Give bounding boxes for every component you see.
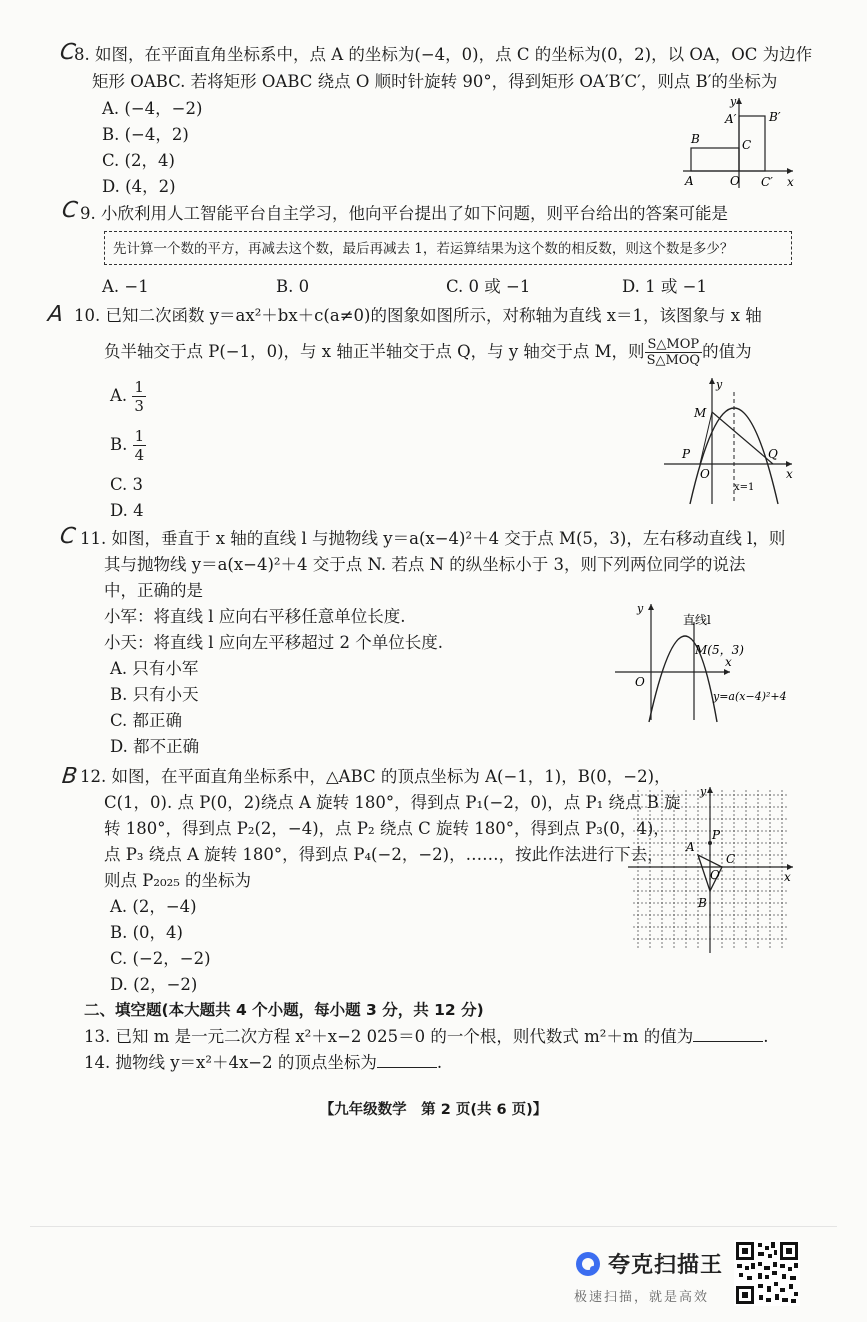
q10-option-b-letter: B. — [110, 435, 128, 454]
q11-statement-xiaotian: 小天：将直线 l 应向左平移超过 2 个单位长度. — [104, 633, 443, 652]
q10-fig-Q-label: Q — [768, 447, 778, 461]
q10-fig-x-label: x — [786, 467, 793, 481]
q10-option-a — [110, 378, 146, 415]
q13-period: . — [763, 1027, 769, 1046]
q14-answer-blank — [377, 1053, 437, 1068]
q10-area-ratio — [645, 337, 703, 368]
q12-figure — [628, 785, 798, 955]
q10-option-a-fraction — [132, 378, 146, 415]
q12-fig-C-label: C — [726, 852, 736, 866]
q10-option-a-letter: A. — [110, 386, 128, 405]
q8-fig-C-label: C — [742, 138, 752, 152]
page-footer: 【九年级数学 第 2 页(共 6 页)】 — [319, 1102, 548, 1118]
answer-mark-q11: C — [58, 524, 77, 549]
q11-stem-line3: 中，正确的是 — [104, 581, 203, 600]
q8-stem-line1: 8. 如图，在平面直角坐标系中，点 A 的坐标为(−4，0)，点 C 的坐标为(0，2)，以 OA，OC 为边作 — [74, 45, 813, 64]
divider — [30, 1226, 837, 1227]
q10-fig-M-label: M — [694, 406, 707, 420]
q13-text: 13. 已知 m 是一元二次方程 x²＋x−2 025＝0 的一个根，则代数式 m²＋m 的值为 — [84, 1027, 694, 1046]
q9-stem: 9. 小欣利用人工智能平台自主学习，他向平台提出了如下问题，则平台给出的答案可能是 — [80, 204, 728, 223]
q11-fig-line-label: 直线l — [683, 613, 711, 627]
q11-statement-xiaojun: 小军：将直线 l 应向右平移任意单位长度. — [104, 607, 406, 626]
q10-fig-P-label: P — [682, 447, 691, 461]
q11-fig-M-label: M(5，3) — [695, 643, 744, 657]
q12-stem-line1: 12. 如图，在平面直角坐标系中，△ABC 的顶点坐标为 A(−1，1)，B(0，−2)， — [80, 767, 671, 786]
q8-option-a: A. (−4，−2) — [102, 99, 203, 118]
q12-stem-line2: C(1，0). 点 P(0，2)绕点 A 旋转 180°，得到点 P₁(−2，0)，点 P₁ 绕点 B 旋 — [104, 793, 681, 812]
q11-option-a: A. 只有小军 — [110, 659, 199, 678]
q8-fig-x-label: x — [787, 175, 794, 189]
q10-stem-line2-part2: 的值为 — [702, 342, 752, 361]
q8-option-b: B. (−4，2) — [102, 125, 189, 144]
q8-option-d: D. (4，2) — [102, 177, 176, 196]
q10-option-a-den: 3 — [134, 397, 144, 415]
q8-fig-B-label: B — [691, 132, 700, 146]
q14-stem — [84, 1050, 442, 1076]
q12-stem-line3: 转 180°，得到点 P₂(2，−4)，点 P₂ 绕点 C 旋转 180°，得到点 P₃(0，4)， — [104, 819, 670, 838]
q10-figure — [664, 372, 799, 507]
q8-option-c: C. (2，4) — [102, 151, 175, 170]
answer-mark-q9: C — [60, 198, 79, 223]
q8-fig-A-label: A — [685, 174, 694, 188]
q10-option-b-fraction — [133, 427, 147, 464]
q12-option-b: B. (0，4) — [110, 923, 183, 942]
q9-question-box: 先计算一个数的平方，再减去这个数，最后再减去 1，若运算结果为这个数的相反数，则这个数是多少？ — [104, 231, 792, 265]
quark-logo-icon — [574, 1250, 602, 1278]
q14-text: 14. 抛物线 y＝x²＋4x−2 的顶点坐标为 — [84, 1053, 377, 1072]
q10-ratio-denominator: S△MOQ — [646, 353, 701, 368]
q12-stem-line5: 则点 P₂₀₂₅ 的坐标为 — [104, 871, 252, 890]
q10-option-b — [110, 427, 146, 464]
q12-option-c: C. (−2，−2) — [110, 949, 211, 968]
q11-option-c: C. 都正确 — [110, 711, 183, 730]
brand-slogan: 极速扫描，就是高效 — [574, 1290, 710, 1305]
q9-option-b: B. 0 — [276, 277, 310, 296]
q12-option-d: D. (2，−2) — [110, 975, 198, 994]
q8-fig-C2-label: C′ — [761, 175, 773, 189]
q10-fig-y-label: y — [716, 378, 723, 391]
q8-figure — [675, 93, 800, 193]
q8-stem-line2: 矩形 OABC. 若将矩形 OABC 绕点 O 顺时针旋转 90°，得到矩形 OA′B′C′，则点 B′的坐标为 — [92, 72, 778, 91]
q10-ratio-numerator: S△MOP — [645, 337, 703, 353]
q10-fig-O-label: O — [700, 467, 710, 481]
q11-figure — [615, 600, 805, 725]
qr-code-icon — [734, 1240, 800, 1306]
q9-option-c: C. 0 或 −1 — [446, 277, 531, 296]
q11-stem-line2: 其与抛物线 y＝a(x−4)²＋4 交于点 N. 若点 N 的纵坐标小于 3，则下列两位同学的说法 — [104, 555, 746, 574]
q9-option-d: D. 1 或 −1 — [622, 277, 707, 296]
q10-stem-line2 — [104, 337, 752, 368]
q10-option-c: C. 3 — [110, 475, 144, 494]
q12-fig-A-label: A — [686, 840, 695, 854]
answer-mark-q10: A — [46, 302, 65, 327]
q10-stem-line1: 10. 已知二次函数 y＝ax²＋bx＋c(a≠0)的图象如图所示，对称轴为直线 x＝1，该图象与 x 轴 — [74, 306, 762, 325]
q12-option-a: A. (2，−4) — [110, 897, 197, 916]
q12-fig-P-label: P — [712, 828, 721, 842]
q12-fig-O-label: O — [710, 868, 720, 882]
q10-stem-line2-part1: 负半轴交于点 P(−1，0)，与 x 轴正半轴交于点 Q，与 y 轴交于点 M，则 — [104, 342, 645, 361]
q11-fig-y-label: y — [637, 602, 644, 615]
q11-option-d: D. 都不正确 — [110, 737, 200, 756]
q13-answer-blank — [693, 1027, 763, 1042]
q11-stem-line1: 11. 如图，垂直于 x 轴的直线 l 与抛物线 y＝a(x−4)²＋4 交于点 M(5，3)，左右移动直线 l，则 — [80, 529, 786, 548]
answer-mark-q8: C — [58, 40, 77, 65]
q11-fig-curve-label: y=a(x−4)²+4 — [713, 690, 787, 703]
q13-stem — [84, 1024, 769, 1050]
q8-fig-B2-label: B′ — [769, 110, 781, 124]
q11-option-b: B. 只有小天 — [110, 685, 199, 704]
q9-option-a: A. −1 — [102, 277, 149, 296]
q11-fig-x-label: x — [725, 655, 732, 669]
q10-option-a-num: 1 — [134, 378, 144, 396]
q10-option-d: D. 4 — [110, 501, 144, 520]
q12-fig-y-label: y — [700, 785, 707, 798]
q10-option-b-den: 4 — [134, 446, 145, 464]
brand-name: 夸克扫描王 — [608, 1253, 724, 1278]
q12-fig-B-label: B — [698, 896, 707, 910]
q12-stem-line4: 点 P₃ 绕点 A 旋转 180°，得到点 P₄(−2，−2)，……，按此作法进行下去， — [104, 845, 664, 864]
answer-mark-q12: B — [60, 764, 79, 789]
q14-period: . — [436, 1053, 443, 1072]
q11-fig-O-label: O — [635, 675, 645, 689]
q8-fig-A2-label: A′ — [725, 112, 737, 126]
q10-fig-axis-label: x=1 — [734, 482, 755, 493]
q8-fig-O-label: O — [730, 174, 740, 188]
section-title-fill-in: 二、填空题(本大题共 4 个小题，每小题 3 分，共 12 分) — [84, 1001, 484, 1019]
q10-option-b-num: 1 — [134, 427, 145, 445]
q8-fig-y-label: y — [730, 95, 737, 108]
q12-fig-x-label: x — [784, 870, 791, 884]
